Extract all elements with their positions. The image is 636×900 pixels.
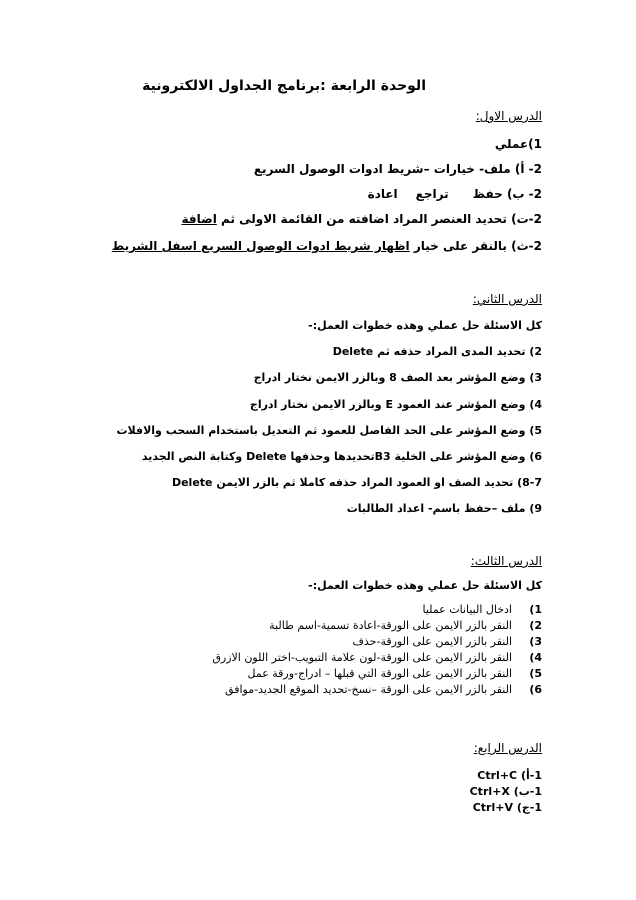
- lesson2-item-4: 4) وضع المؤشر عند العمود E وبالزر الايمن نختار ادراج: [249, 398, 542, 411]
- list-item: 3)النقر بالزر الايمن على الورقة-حذف: [352, 635, 542, 648]
- lesson2-item-9: 9) ملف –حفظ باسم- اعداد الطالبات: [346, 502, 542, 515]
- lesson1-item-1: 1)عملي: [494, 137, 542, 151]
- lesson2-intro: كل الاسئلة حل عملي وهذه خطوات العمل:-: [308, 319, 542, 332]
- lesson2-item-2: 2) تحديد المدى المراد حذفه ثم Delete: [332, 345, 542, 358]
- lesson1-item-2: 2- أ) ملف- خيارات –شريط ادوات الوصول السريع: [253, 162, 542, 176]
- lesson3-intro: كل الاسئلة حل عملي وهذه خطوات العمل:-: [308, 579, 542, 592]
- lesson4-heading: الدرس الرابع:: [473, 741, 542, 755]
- lesson1-item-3: 2- ب) حفظتراجعاعادة: [367, 187, 542, 201]
- lesson1-item-5: 2-ث) بالنقر على خيار اظهار شريط ادوات الوصول السريع اسفل الشريط: [111, 239, 542, 253]
- list-item: 4)النقر بالزر الايمن على الورقة-لون علامة التبويب-اختر اللون الازرق: [212, 651, 542, 664]
- lesson3-heading: الدرس الثالث:: [470, 554, 542, 568]
- list-item: 6)النقر بالزر الايمن على الورقة –نسخ-تحديد الموقع الجديد-موافق: [225, 683, 542, 696]
- lesson2-item-5: 5) وضع المؤشر على الحد الفاصل للعمود ثم التعديل باستخدام السحب والافلات: [116, 424, 542, 437]
- lesson1-heading: الدرس الاول:: [475, 109, 542, 123]
- lesson4-item-a: 1-أ) Ctrl+C: [477, 769, 542, 782]
- lesson1-item-4: 2-ت) تحديد العنصر المراد اضافته من القائمة الاولى ثم اضافة: [181, 212, 542, 226]
- list-item: 1)ادخال البيانات عمليا: [422, 603, 542, 616]
- lesson2-item-3: 3) وضع المؤشر بعد الصف 8 وبالزر الايمن نختار ادراج: [253, 371, 542, 384]
- lesson2-heading: الدرس الثاني:: [472, 292, 542, 306]
- unit-title: الوحدة الرابعة :برنامج الجداول الالكترونية: [142, 78, 426, 94]
- lesson4-item-c: 1-ج) Ctrl+V: [472, 801, 542, 814]
- lesson3-steps: [212, 602, 542, 698]
- list-item: 5)النقر بالزر الايمن على الورقة التي قبلها – ادراج-ورقة عمل: [247, 667, 542, 680]
- lesson2-item-6: 6) وضع المؤشر على الخلية B3تحديدها وحذفها Delete وكتابة النص الجديد: [141, 450, 542, 463]
- list-item: 2)النقر بالزر الايمن على الورقة-اعادة تسمية-اسم طالبة: [269, 619, 542, 632]
- lesson4-item-b: 1-ب) Ctrl+X: [469, 785, 542, 798]
- lesson2-item-8-7: 8-7) تحديد الصف او العمود المراد حذفه كاملا ثم بالزر الايمن Delete: [171, 476, 542, 489]
